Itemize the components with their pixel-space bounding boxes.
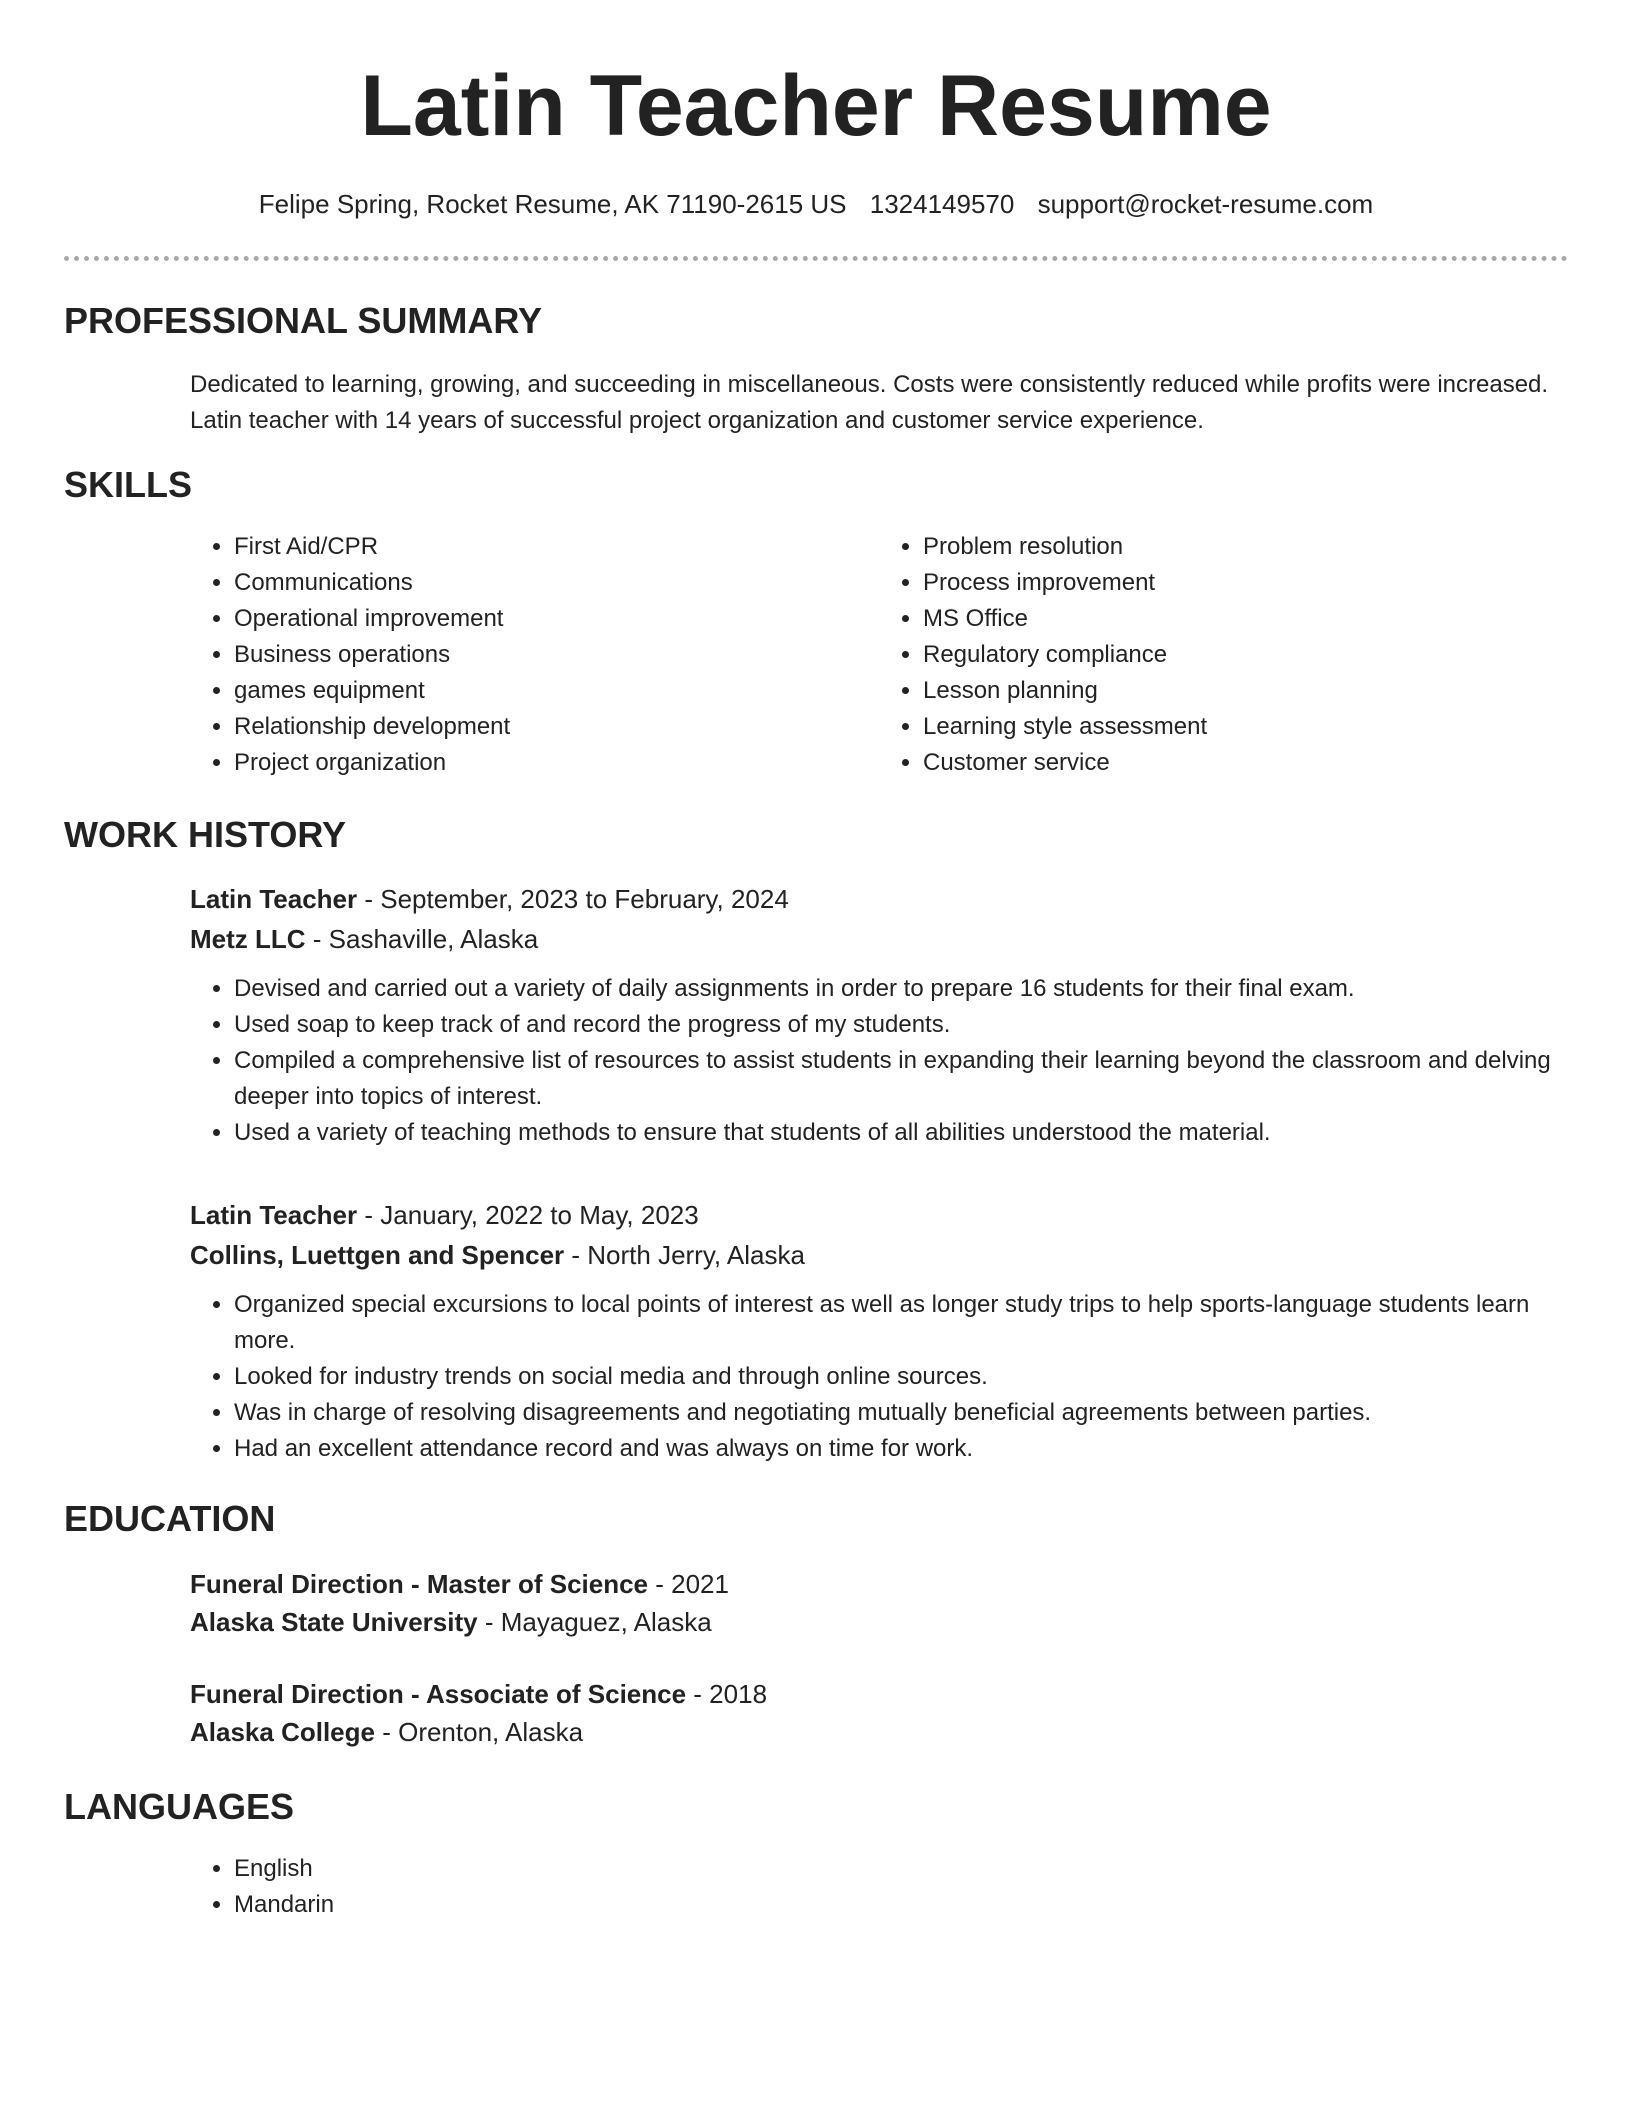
education-entry xyxy=(190,1675,1568,1751)
skill-item: • Project organization xyxy=(234,745,879,781)
section-heading-work-history: WORK HISTORY xyxy=(64,814,347,855)
job-bullet: • Organized special excursions to local points of interest as well as longer study trips to help sports-language students learn more. xyxy=(234,1287,1568,1359)
resume-title: Latin Teacher Resume xyxy=(360,58,1272,154)
job-dates: - September, 2023 to February, 2024 xyxy=(357,884,789,914)
languages-list xyxy=(190,1851,1568,1923)
job-bullet: • Looked for industry trends on social media and through online sources. xyxy=(234,1359,1568,1395)
contact-line xyxy=(64,186,1568,222)
job-location: - North Jerry, Alaska xyxy=(564,1240,805,1270)
education-year: - 2018 xyxy=(686,1679,768,1709)
education-degree: Funeral Direction - Associate of Science xyxy=(190,1679,687,1709)
contact-email: support@rocket-resume.com xyxy=(1037,189,1374,219)
job-title-line xyxy=(190,879,1568,919)
job-location: - Sashaville, Alaska xyxy=(305,924,539,954)
education-location: - Mayaguez, Alaska xyxy=(477,1607,712,1637)
header-divider xyxy=(64,256,1568,261)
language-item: • Mandarin xyxy=(234,1887,1568,1923)
section-heading-summary: PROFESSIONAL SUMMARY xyxy=(64,300,543,341)
education-school-line xyxy=(190,1713,1568,1751)
skill-item: • Lesson planning xyxy=(923,673,1568,709)
job-bullet: • Compiled a comprehensive list of resources to assist students in expanding their learning beyond the classroom and delving deeper into topics of interest. xyxy=(234,1043,1568,1115)
language-item: • English xyxy=(234,1851,1568,1887)
job-bullets xyxy=(190,1287,1568,1467)
resume-page xyxy=(64,0,1568,1923)
section-heading-education: EDUCATION xyxy=(64,1498,276,1539)
education-school: Alaska State University xyxy=(190,1607,478,1637)
contact-address: Felipe Spring, Rocket Resume, AK 71190-2615 US xyxy=(258,189,847,219)
skill-item: • Communications xyxy=(234,565,879,601)
skill-item: • Learning style assessment xyxy=(923,709,1568,745)
job-company-line xyxy=(190,919,1568,959)
job-company: Metz LLC xyxy=(190,924,306,954)
skill-item: • First Aid/CPR xyxy=(234,529,879,565)
skills-column-left xyxy=(190,529,879,781)
job-title-line xyxy=(190,1195,1568,1235)
skill-item: • Regulatory compliance xyxy=(923,637,1568,673)
education-degree: Funeral Direction - Master of Science xyxy=(190,1569,649,1599)
job-bullet: • Used soap to keep track of and record the progress of my students. xyxy=(234,1007,1568,1043)
job-company-line xyxy=(190,1235,1568,1275)
job-dates: - January, 2022 to May, 2023 xyxy=(357,1200,699,1230)
skill-item: • Operational improvement xyxy=(234,601,879,637)
education-year: - 2021 xyxy=(648,1569,729,1599)
contact-phone: 1324149570 xyxy=(869,189,1015,219)
skills-grid xyxy=(190,529,1568,781)
education-location: - Orenton, Alaska xyxy=(374,1717,584,1747)
job-title: Latin Teacher xyxy=(190,1200,358,1230)
education-school: Alaska College xyxy=(190,1717,375,1747)
skills-column-right xyxy=(879,529,1568,781)
education-degree-line xyxy=(190,1675,1568,1713)
skill-item: • games equipment xyxy=(234,673,879,709)
job-bullet: • Was in charge of resolving disagreements and negotiating mutually beneficial agreements between parties. xyxy=(234,1395,1568,1431)
section-heading-languages: LANGUAGES xyxy=(64,1786,295,1827)
job-bullet: • Had an excellent attendance record and was always on time for work. xyxy=(234,1431,1568,1467)
education-school-line xyxy=(190,1603,1568,1641)
skill-item: • Relationship development xyxy=(234,709,879,745)
education-entry xyxy=(190,1565,1568,1641)
skill-item: • Customer service xyxy=(923,745,1568,781)
section-heading-skills: SKILLS xyxy=(64,464,193,505)
job-bullet: • Used a variety of teaching methods to ensure that students of all abilities understood the material. xyxy=(234,1115,1568,1151)
skill-item: • Problem resolution xyxy=(923,529,1568,565)
summary-text: Dedicated to learning, growing, and succeeding in miscellaneous. Costs were consistently reduced while profits were increased. Latin teacher with 14 years of successful project organization and customer service experience. xyxy=(190,371,1549,434)
job-entry xyxy=(190,1195,1568,1467)
job-company: Collins, Luettgen and Spencer xyxy=(190,1240,565,1270)
job-entry xyxy=(190,879,1568,1151)
job-bullets xyxy=(190,971,1568,1151)
job-title: Latin Teacher xyxy=(190,884,358,914)
skill-item: • MS Office xyxy=(923,601,1568,637)
skill-item: • Process improvement xyxy=(923,565,1568,601)
job-bullet: • Devised and carried out a variety of daily assignments in order to prepare 16 students for their final exam. xyxy=(234,971,1568,1007)
skill-item: • Business operations xyxy=(234,637,879,673)
education-degree-line xyxy=(190,1565,1568,1603)
